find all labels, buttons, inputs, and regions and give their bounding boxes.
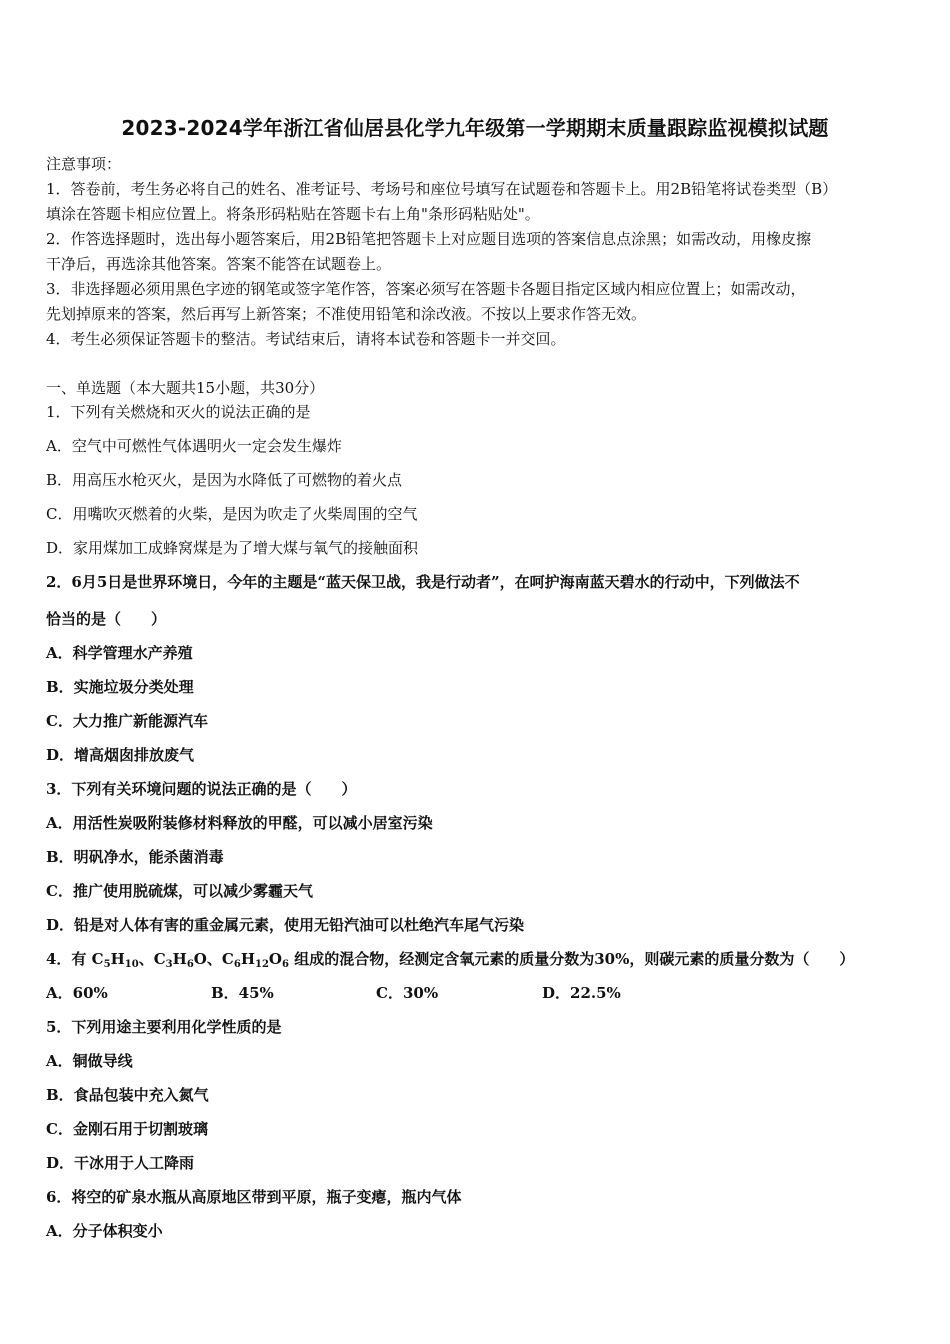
question-1-option-d: D．家用煤加工成蜂窝煤是为了增大煤与氧气的接触面积 [46, 539, 419, 557]
page-title: 2023-2024学年浙江省仙居县化学九年级第一学期期末质量跟踪监视模拟试题 [121, 116, 829, 140]
question-1-option-c: C．用嘴吹灭燃着的火柴，是因为吹走了火柴周围的空气 [46, 505, 418, 523]
question-5-option-a: A．铜做导线 [46, 1052, 133, 1070]
formula-c6h12o6: $C_6H_{12}O_6$ [221, 950, 289, 970]
question-2-stem-cont: 恰当的是（ ） [46, 610, 167, 628]
question-4-option-a: A．60% [46, 984, 108, 1002]
formula-c3h6o: $C_3H_6O$ [153, 950, 207, 970]
question-6-option-a: A．分子体积变小 [46, 1222, 163, 1240]
question-3-option-a: A．用活性炭吸附装修材料释放的甲醛，可以减小居室污染 [46, 814, 433, 832]
question-2-option-a: A．科学管理水产养殖 [46, 644, 193, 662]
question-2-option-c: C．大力推广新能源汽车 [46, 712, 208, 730]
question-4-option-b: B．45% [211, 984, 274, 1002]
question-3-option-b: B．明矾净水，能杀菌消毒 [46, 848, 224, 866]
question-5-option-c: C．金刚石用于切割玻璃 [46, 1120, 208, 1138]
question-1-option-b: B．用高压水枪灭火，是因为水降低了可燃物的着火点 [46, 471, 403, 489]
notice-heading: 注意事项： [46, 155, 122, 173]
question-6-stem: 6．将空的矿泉水瓶从高原地区带到平原，瓶子变瘪，瓶内气体 [46, 1188, 462, 1206]
notice-line: 干净后，再选涂其他答案。答案不能答在试题卷上。 [46, 255, 392, 273]
question-2-option-b: B．实施垃圾分类处理 [46, 678, 194, 696]
question-2-option-d: D．增高烟囱排放废气 [46, 746, 195, 764]
notice-line: 3．非选择题必须用黑色字迹的钢笔或签字笔作答，答案必须写在答题卡各题目指定区域内相应位置上；如需改动， [46, 280, 806, 298]
question-5-option-b: B．食品包装中充入氮气 [46, 1086, 209, 1104]
section-heading: 一、单选题（本大题共15小题，共30分） [46, 379, 325, 397]
question-3-stem: 3．下列有关环境问题的说法正确的是（ ） [46, 780, 357, 798]
question-2-stem: 2．6月5日是世界环境日，今年的主题是“蓝天保卫战，我是行动者”，在呵护海南蓝天碧水的行动中，下列做法不 [46, 573, 800, 591]
notice-line: 2．作答选择题时，选出每小题答案后，用2B铅笔把答题卡上对应题目选项的答案信息点涂黑；如需改动，用橡皮擦 [46, 230, 812, 248]
question-4-option-d: D．22.5% [542, 984, 621, 1002]
formula-c5h10: $C_5H_{10}$ [91, 950, 139, 970]
question-5-option-d: D．干冰用于人工降雨 [46, 1154, 195, 1172]
question-4-stem: 4．有 $C_5H_{10}$、$C_3H_6O$、$C_6H_{12}O_6$ 组成的混合物，经测定含氧元素的质量分数为30%，则碳元素的质量分数为（ ） [46, 950, 855, 970]
notice-line: 填涂在答题卡相应位置上。将条形码粘贴在答题卡右上角"条形码粘贴处"。 [46, 205, 540, 223]
notice-line: 1．答卷前，考生务必将自己的姓名、准考证号、考场号和座位号填写在试题卷和答题卡上。用2B铅笔将试卷类型（B） [46, 180, 838, 198]
question-3-option-c: C．推广使用脱硫煤，可以减少雾霾天气 [46, 882, 313, 900]
question-3-option-d: D．铅是对人体有害的重金属元素，使用无铅汽油可以杜绝汽车尾气污染 [46, 916, 525, 934]
question-4-option-c: C．30% [376, 984, 439, 1002]
question-5-stem: 5．下列用途主要利用化学性质的是 [46, 1018, 282, 1036]
notice-line: 先划掉原来的答案，然后再写上新答案；不准使用铅笔和涂改液。不按以上要求作答无效。 [46, 305, 647, 323]
notice-line: 4．考生必须保证答题卡的整洁。考试结束后，请将本试卷和答题卡一并交回。 [46, 330, 566, 348]
question-1-option-a: A．空气中可燃性气体遇明火一定会发生爆炸 [46, 437, 342, 455]
question-1-stem: 1．下列有关燃烧和灭火的说法正确的是 [46, 403, 311, 421]
